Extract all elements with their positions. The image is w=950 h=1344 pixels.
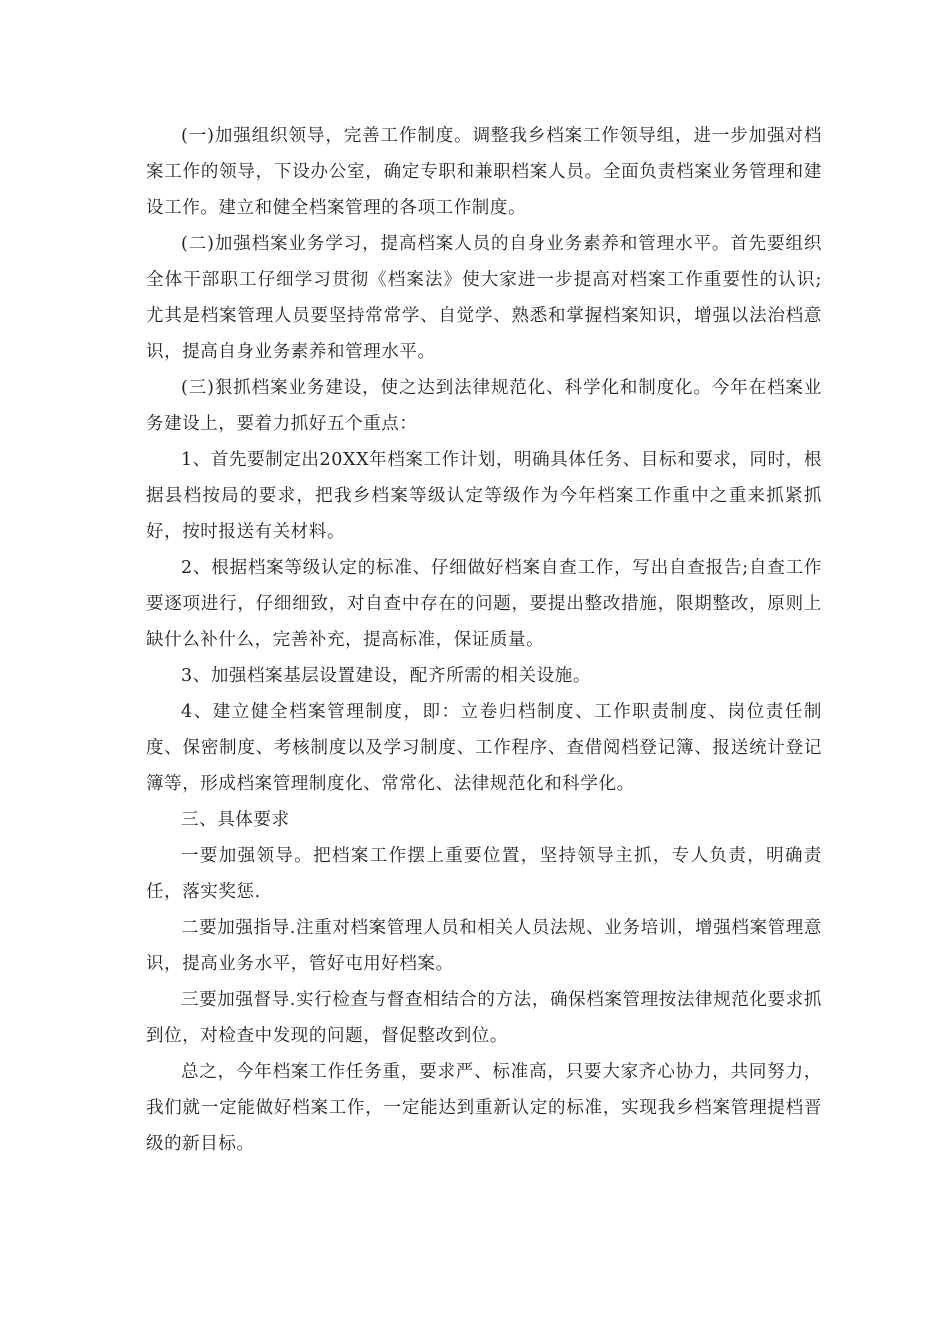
paragraph-item-2: 2、根据档案等级认定的标准、仔细做好档案自查工作，写出自查报告;自查工作要逐项进行，仔细细致，对自查中存在的问题，要提出整改措施，限期整改，原则上缺什么补什么，完善补充，提高标准，保证质量。 <box>146 558 822 650</box>
paragraph-requirement-supervision: 三要加强督导.实行检查与督查相结合的方法，确保档案管理按法律规范化要求抓到位，对检查中发现的问题，督促整改到位。 <box>146 990 822 1046</box>
document-body <box>146 118 822 1162</box>
paragraph-conclusion: 总之，今年档案工作任务重，要求严、标准高，只要大家齐心协力，共同努力，我们就一定能做好档案工作，一定能达到重新认定的标准，实现我乡档案管理提档晋级的新目标。 <box>146 1062 822 1154</box>
paragraph-item-4: 4、建立健全档案管理制度，即：立卷归档制度、工作职责制度、岗位责任制度、保密制度、考核制度以及学习制度、工作程序、查借阅档登记簿、报送统计登记簿等，形成档案管理制度化、常常化、法律规范化和科学化。 <box>146 702 822 794</box>
paragraph-item-3: 3、加强档案基层设置建设，配齐所需的相关设施。 <box>181 666 591 686</box>
paragraph-business-construction: (三)狠抓档案业务建设，使之达到法律规范化、科学化和制度化。今年在档案业务建设上，要着力抓好五个重点： <box>146 378 822 434</box>
section-heading-requirements: 三、具体要求 <box>181 810 290 830</box>
paragraph-business-study: (二)加强档案业务学习，提高档案人员的自身业务素养和管理水平。首先要组织全体干部职工仔细学习贯彻《档案法》使大家进一步提高对档案工作重要性的认识;尤其是档案管理人员要坚持常常学、自觉学、熟悉和掌握档案知识，增强以法治档意识，提高自身业务素养和管理水平。 <box>146 234 822 362</box>
paragraph-requirement-leadership: 一要加强领导。把档案工作摆上重要位置，坚持领导主抓，专人负责，明确责任，落实奖惩. <box>146 846 822 902</box>
paragraph-organization-leadership: (一)加强组织领导，完善工作制度。调整我乡档案工作领导组，进一步加强对档案工作的领导，下设办公室，确定专职和兼职档案人员。全面负责档案业务管理和建设工作。建立和健全档案管理的各项工作制度。 <box>146 126 822 218</box>
paragraph-item-1: 1、首先要制定出20XX年档案工作计划，明确具体任务、目标和要求，同时，根据县档按局的要求，把我乡档案等级认定等级作为今年档案工作重中之重来抓紧抓好，按时报送有关材料。 <box>146 450 822 542</box>
paragraph-requirement-guidance: 二要加强指导.注重对档案管理人员和相关人员法规、业务培训，增强档案管理意识，提高业务水平，管好屯用好档案。 <box>146 918 822 974</box>
